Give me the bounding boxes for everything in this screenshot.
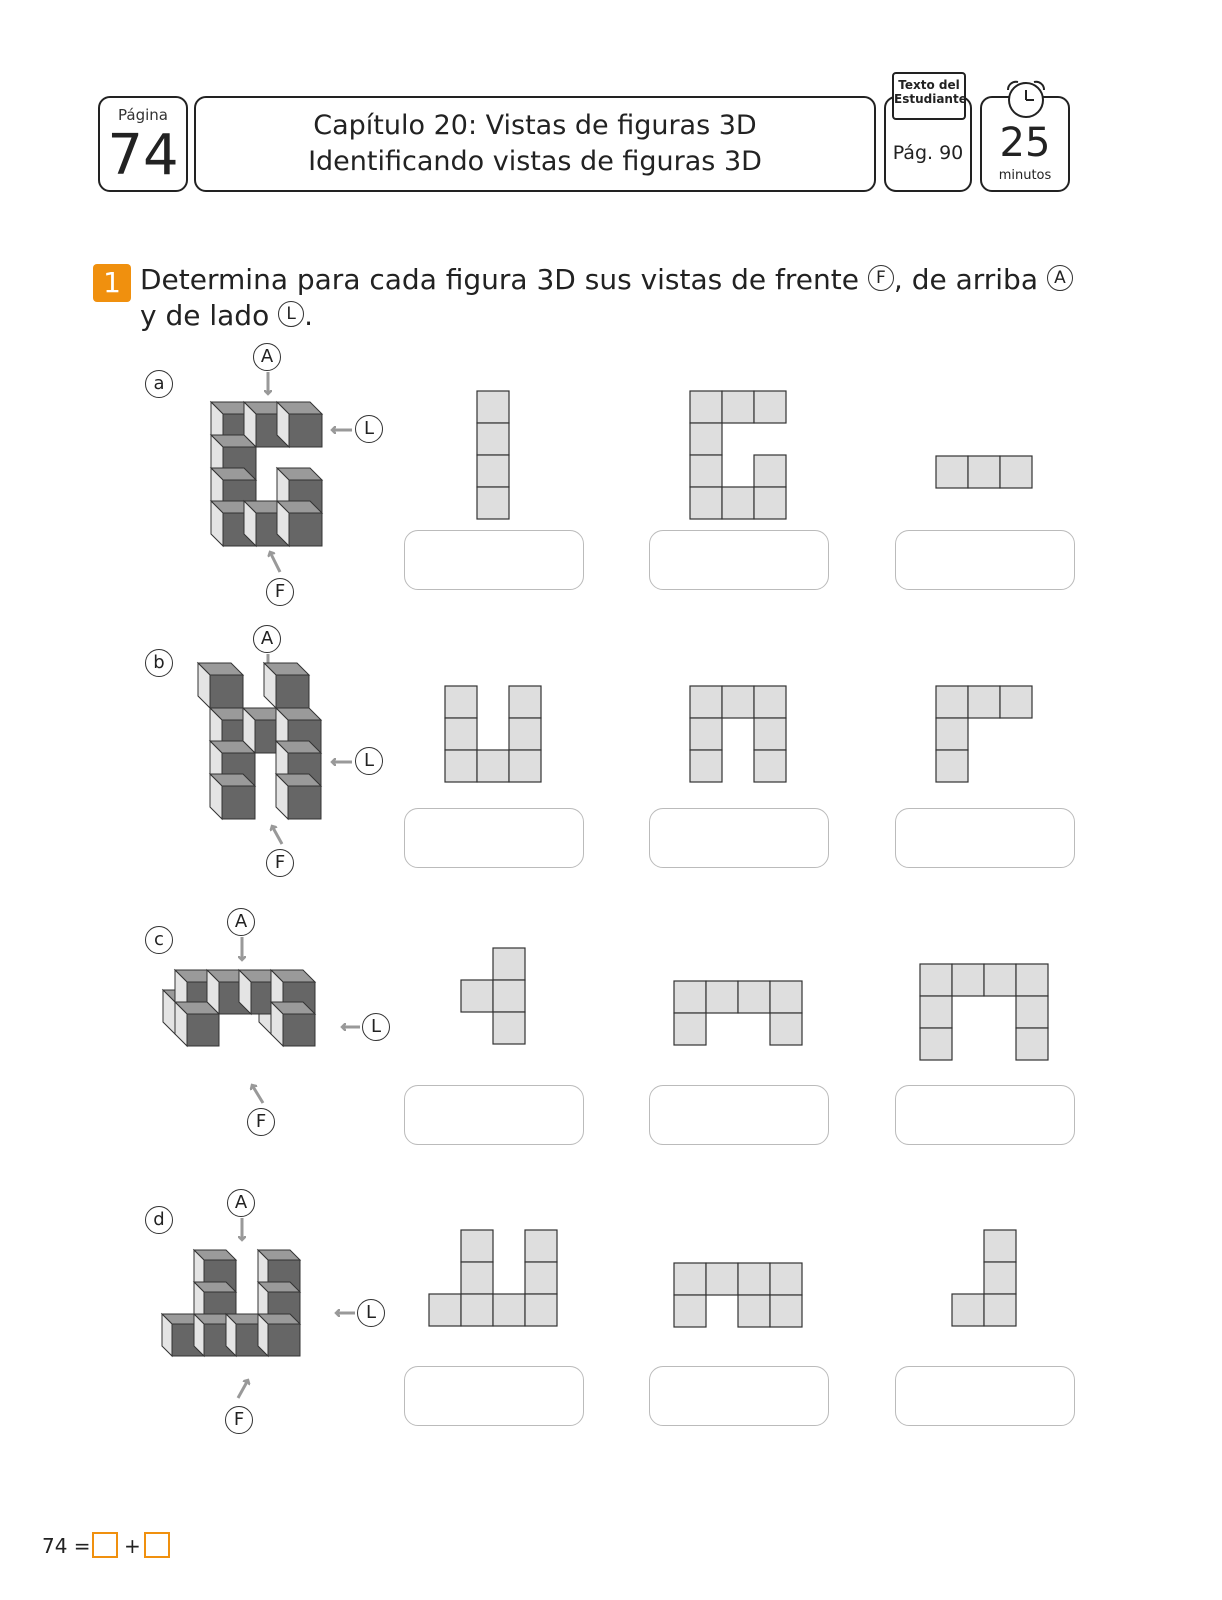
view-square: [1016, 996, 1048, 1028]
view-option-a-3: [935, 455, 1045, 495]
view-square: [722, 686, 754, 718]
cube-front-face: [289, 414, 322, 447]
cube-front-face: [289, 513, 322, 546]
view-square: [936, 718, 968, 750]
view-square: [754, 455, 786, 487]
answer-box-b-3[interactable]: [895, 808, 1075, 868]
item-letter-d: d: [145, 1206, 173, 1234]
view-square: [706, 981, 738, 1013]
item-letter-a: a: [145, 370, 173, 398]
front-view-mark-b: F: [266, 849, 294, 877]
view-square: [1000, 686, 1032, 718]
book-reference-page: Pág. 90: [892, 142, 964, 164]
answer-box-c-2[interactable]: [649, 1085, 829, 1145]
view-square: [493, 948, 525, 980]
view-square: [738, 981, 770, 1013]
side-view-mark-d: L: [357, 1299, 385, 1327]
top-view-mark-b: A: [253, 625, 281, 653]
view-square: [674, 1295, 706, 1327]
view-square: [984, 964, 1016, 996]
answer-box-d-1[interactable]: [404, 1366, 584, 1426]
view-square: [690, 455, 722, 487]
alarm-clock-icon: [996, 76, 1056, 120]
view-square: [477, 423, 509, 455]
view-square: [461, 1294, 493, 1326]
figure-3d-a: [195, 392, 335, 562]
cube-front-face: [268, 1324, 300, 1356]
side-view-mark-a: L: [355, 415, 383, 443]
view-square: [461, 1230, 493, 1262]
view-square: [445, 750, 477, 782]
top-view-mark-c: A: [227, 908, 255, 936]
footer-plus: +: [124, 1534, 141, 1558]
view-square: [770, 1013, 802, 1045]
answer-box-a-1[interactable]: [404, 530, 584, 590]
view-option-c-1: [460, 947, 540, 1057]
view-square: [525, 1262, 557, 1294]
view-square: [493, 980, 525, 1012]
page-number: 74: [107, 123, 179, 188]
view-option-c-2: [673, 980, 813, 1060]
answer-box-c-3[interactable]: [895, 1085, 1075, 1145]
view-square: [461, 1262, 493, 1294]
time-box: [980, 96, 1070, 192]
view-square: [509, 750, 541, 782]
view-square: [754, 718, 786, 750]
book-icon: Texto del Estudiante: [892, 72, 966, 120]
view-square: [509, 686, 541, 718]
view-square: [984, 1294, 1016, 1326]
top-view-mark-a: A: [253, 343, 281, 371]
answer-box-a-2[interactable]: [649, 530, 829, 590]
chapter-title: Capítulo 20: Vistas de figuras 3D: [313, 110, 757, 141]
view-square: [493, 1012, 525, 1044]
front-view-mark-c: F: [247, 1108, 275, 1136]
view-square: [770, 1295, 802, 1327]
question-text-part: Determina para cada figura 3D sus vistas de frente: [140, 263, 868, 296]
view-square: [952, 964, 984, 996]
item-letter-b: b: [145, 649, 173, 677]
view-square: [1016, 964, 1048, 996]
view-square: [754, 686, 786, 718]
figure-3d-d: [160, 1240, 350, 1390]
view-square: [968, 456, 1000, 488]
view-option-b-2: [689, 685, 799, 795]
answer-square-1[interactable]: [92, 1532, 118, 1558]
answer-box-a-3[interactable]: [895, 530, 1075, 590]
side-view-mark-c: L: [362, 1013, 390, 1041]
view-square: [738, 1295, 770, 1327]
question-text-part: , de arriba: [893, 263, 1047, 296]
view-square: [1000, 456, 1032, 488]
view-square: [445, 718, 477, 750]
question-text-part: .: [304, 299, 314, 332]
view-square: [754, 391, 786, 423]
view-square: [674, 1013, 706, 1045]
view-square: [477, 750, 509, 782]
view-square: [936, 456, 968, 488]
view-square: [690, 391, 722, 423]
view-square: [690, 423, 722, 455]
figure-3d-c: [165, 960, 345, 1100]
view-option-c-3: [919, 963, 1059, 1073]
time-unit: minutos: [998, 168, 1052, 183]
view-square: [690, 718, 722, 750]
view-square: [674, 1263, 706, 1295]
footer-equation-start: 74 =: [42, 1534, 91, 1558]
item-letter-c: c: [145, 926, 173, 954]
view-square: [984, 1230, 1016, 1262]
view-square: [936, 686, 968, 718]
view-option-b-3: [935, 685, 1045, 795]
question-number-badge: 1: [93, 264, 131, 302]
view-square: [770, 981, 802, 1013]
view-square: [477, 487, 509, 519]
view-square: [722, 391, 754, 423]
view-square: [461, 980, 493, 1012]
top-view-mark-d: A: [227, 1189, 255, 1217]
view-option-a-2: [689, 390, 799, 530]
side-view-mark-b: L: [355, 747, 383, 775]
cube-front-face: [187, 1014, 219, 1046]
view-square: [525, 1230, 557, 1262]
view-square: [920, 964, 952, 996]
view-option-b-1: [444, 685, 554, 795]
view-option-d-2: [673, 1262, 813, 1342]
front-mark: F: [868, 265, 894, 291]
book-reference-box: [884, 78, 972, 192]
view-square: [936, 750, 968, 782]
time-value: 25: [999, 120, 1051, 166]
front-view-mark-d: F: [225, 1406, 253, 1434]
answer-box-d-3[interactable]: [895, 1366, 1075, 1426]
cube-front-face: [210, 675, 243, 708]
footer-equation: [42, 1534, 91, 1558]
view-square: [674, 981, 706, 1013]
side-mark: L: [278, 301, 304, 327]
view-square: [968, 686, 1000, 718]
page-number-box: [98, 96, 188, 192]
view-square: [493, 1294, 525, 1326]
answer-box-b-1[interactable]: [404, 808, 584, 868]
question-text-part: y de lado: [140, 299, 279, 332]
title-box: [194, 96, 876, 192]
cube-front-face: [288, 786, 321, 819]
view-square: [525, 1294, 557, 1326]
answer-box-d-2[interactable]: [649, 1366, 829, 1426]
question-text: [140, 262, 1080, 334]
view-square: [754, 487, 786, 519]
view-square: [477, 455, 509, 487]
view-square: [754, 750, 786, 782]
view-square: [770, 1263, 802, 1295]
view-square: [920, 996, 952, 1028]
view-square: [952, 1294, 984, 1326]
view-option-a-1: [476, 390, 516, 530]
view-square: [690, 686, 722, 718]
view-square: [445, 686, 477, 718]
view-square: [690, 750, 722, 782]
view-square: [690, 487, 722, 519]
view-square: [738, 1263, 770, 1295]
view-option-d-3: [951, 1229, 1031, 1339]
cube-front-face: [276, 675, 309, 708]
view-square: [509, 718, 541, 750]
view-square: [722, 487, 754, 519]
view-square: [984, 1262, 1016, 1294]
view-square: [1016, 1028, 1048, 1060]
page-label: Página: [118, 106, 168, 124]
figure-3d-b: [180, 675, 340, 835]
answer-square-2[interactable]: [144, 1532, 170, 1558]
cube-front-face: [222, 786, 255, 819]
cube-front-face: [283, 1014, 315, 1046]
view-square: [477, 391, 509, 423]
answer-box-b-2[interactable]: [649, 808, 829, 868]
answer-box-c-1[interactable]: [404, 1085, 584, 1145]
top-mark: A: [1047, 265, 1073, 291]
view-square: [920, 1028, 952, 1060]
view-square: [429, 1294, 461, 1326]
front-view-mark-a: F: [266, 578, 294, 606]
view-option-d-1: [428, 1229, 568, 1339]
view-square: [706, 1263, 738, 1295]
page-subtitle: Identificando vistas de figuras 3D: [308, 146, 762, 177]
